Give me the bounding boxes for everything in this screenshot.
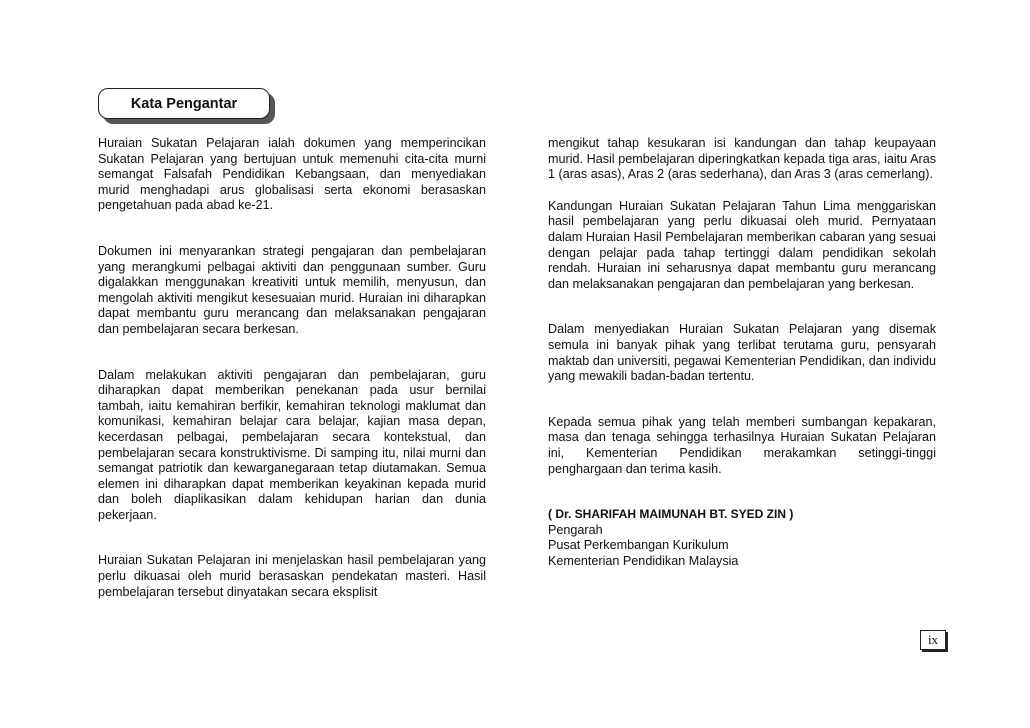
paragraph: Dalam melakukan aktiviti pengajaran dan pembelajaran, guru diharapkan dapat memberikan penekanan pada usur bernilai tambah, iaitu kemahiran berfikir, kemahiran teknologi maklumat dan komunikasi, kemahiran belajar cara belajar, kajian masa depan, kecerdasan pelbagai, pembelajaran secara kontekstual, dan pembelajaran secara konstruktivisme. Di samping itu, nilai murni dan semangat patriotik dan kewarganegaraan tetap diutamakan. Semua elemen ini diharapkan dapat memberikan keyakinan kepada murid dan boleh diaplikasikan dalam kehidupan harian dan dunia pekerjaan.: [98, 367, 486, 522]
page-number: ix: [920, 630, 946, 650]
paragraph: Dokumen ini menyarankan strategi pengajaran dan pembelajaran yang merangkumi pelbagai aktiviti dan penggunaan sumber. Guru digalakkan menggunakan kreativiti untuk memilih, menyusun, dan mengolah aktiviti mengikut kesesuaian murid. Huraian ini diharapkan dapat membantu guru merancang dan melaksanakan pengajaran dan pembelajaran secara berkesan.: [98, 243, 486, 336]
signature-block: [548, 507, 936, 569]
signatory-department: Pusat Perkembangan Kurikulum: [548, 538, 729, 553]
paragraph: Dalam menyediakan Huraian Sukatan Pelajaran yang disemak semula ini banyak pihak yang terlibat terutama guru, pensyarah maktab dan universiti, pegawai Kementerian Pendidikan, dan individu yang mewakili badan-badan tertentu.: [548, 322, 936, 384]
paragraph: mengikut tahap kesukaran isi kandungan dan tahap keupayaan murid. Hasil pembelajaran diperingkatkan kepada tiga aras, iaitu Aras 1 (aras asas), Aras 2 (aras sederhana), dan Aras 3 (aras cemerlang).: [548, 136, 936, 182]
signatory-title: Pengarah: [548, 522, 603, 537]
signatory-ministry: Kementerian Pendidikan Malaysia: [548, 553, 739, 568]
left-column: [98, 136, 486, 600]
paragraph: Kandungan Huraian Sukatan Pelajaran Tahun Lima menggariskan hasil pembelajaran yang perlu dikuasai oleh murid. Pernyataan dalam Huraian Hasil Pembelajaran memberikan cabaran yang sesuai dengan pelajar pada tahap tertinggi dalam pendidikan sekolah rendah. Huraian ini seharusnya dapat membantu guru merancang dan melaksanakan pengajaran dan pembelajaran yang berkesan.: [548, 198, 936, 291]
paragraph: Huraian Sukatan Pelajaran ialah dokumen yang memperincikan Sukatan Pelajaran yang bertujuan untuk memenuhi cita-cita murni semangat Falsafah Pendidikan Kebangsaan, dan menyediakan murid menghadapi arus globalisasi serta ekonomi berasaskan pengetahuan pada abad ke-21.: [98, 136, 486, 213]
section-heading: Kata Pengantar: [98, 88, 270, 119]
right-column: [548, 136, 936, 569]
paragraph: Kepada semua pihak yang telah memberi sumbangan kepakaran, masa dan tenaga sehingga terhasilnya Huraian Sukatan Pelajaran ini, Kementerian Pendidikan merakamkan setinggi-tinggi penghargaan dan terima kasih.: [548, 414, 936, 476]
paragraph: Huraian Sukatan Pelajaran ini menjelaskan hasil pembelajaran yang perlu dikuasai oleh murid berasaskan pendekatan masteri. Hasil pembelajaran tersebut dinyatakan secara eksplisit: [98, 553, 486, 599]
signatory-name: ( Dr. SHARIFAH MAIMUNAH BT. SYED ZIN ): [548, 507, 794, 522]
